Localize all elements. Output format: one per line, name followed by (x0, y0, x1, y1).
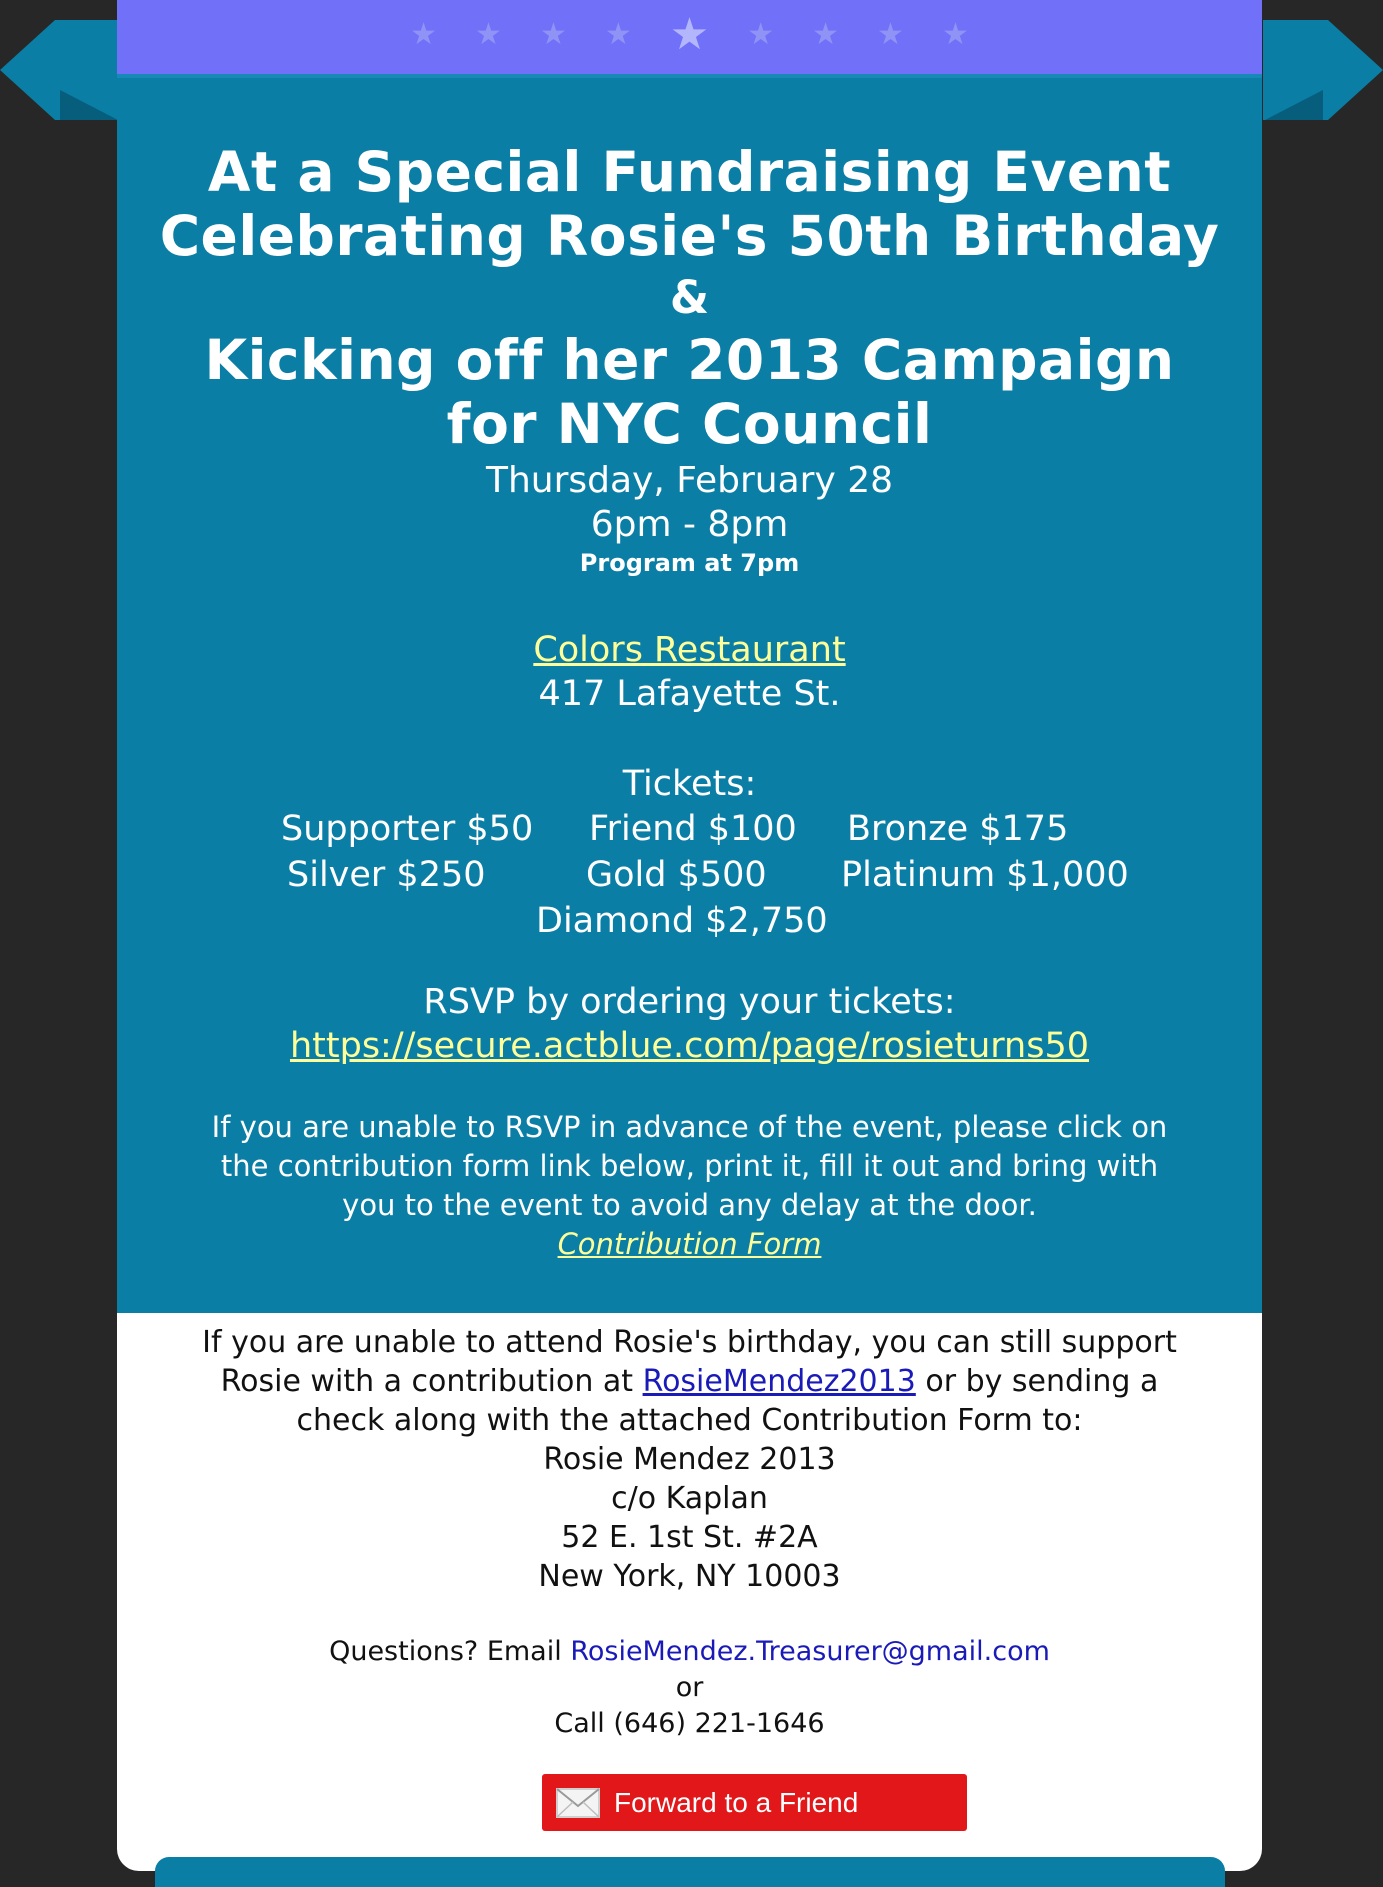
star-banner (117, 0, 1262, 78)
rosiemendez2013-link[interactable]: RosieMendez2013 (642, 1364, 916, 1399)
tier-silver: Silver $250 (287, 855, 486, 895)
tier-bronze: Bronze $175 (847, 809, 1069, 849)
questions-label: Questions? Email (329, 1636, 571, 1667)
ribbon-left-decoration (0, 10, 120, 120)
mailing-address-line-4: New York, NY 10003 (538, 1559, 841, 1594)
support-line-2 (117, 1362, 1262, 1401)
support-text (117, 1313, 1262, 1596)
support-section (117, 1313, 1262, 1871)
mailing-address-line-2: c/o Kaplan (611, 1481, 768, 1516)
call-text: Call (646) 221-1646 (554, 1708, 825, 1739)
envelope-icon (556, 1788, 600, 1818)
title-line-4: for NYC Council (446, 392, 933, 456)
star-icon: ★ (747, 17, 775, 52)
star-icon: ★ (410, 17, 438, 52)
tier-platinum: Platinum $1,000 (841, 855, 1129, 895)
rsvp-note-line-2: the contribution form link below, print it, fill it out and bring with (220, 1149, 1159, 1183)
tier-row-1 (117, 806, 1262, 852)
rsvp-note-line-3: you to the event to avoid any delay at the door. (342, 1188, 1037, 1222)
support-line-3: check along with the attached Contribution Form to: (296, 1403, 1083, 1438)
star-icon: ★ (539, 17, 567, 52)
ribbon-right-decoration (1263, 10, 1383, 120)
questions-line (117, 1634, 1262, 1670)
event-section (117, 78, 1262, 1313)
star-icon: ★ (941, 17, 969, 52)
rsvp-text: RSVP by ordering your tickets: (423, 982, 956, 1022)
title-line-2: Celebrating Rosie's 50th Birthday (159, 204, 1220, 268)
title-ampersand: & (669, 271, 710, 324)
mailing-address-line-3: 52 E. 1st St. #2A (561, 1520, 818, 1555)
support-line-2-post: or by sending a (915, 1364, 1159, 1399)
bottom-bar (155, 1857, 1225, 1887)
contact-block (117, 1634, 1262, 1742)
forward-button-label: Forward to a Friend (614, 1786, 859, 1818)
support-line-2-pre: Rosie with a contribution at (220, 1364, 643, 1399)
venue-link[interactable]: Colors Restaurant (533, 630, 846, 670)
treasurer-email-link[interactable]: RosieMendez.Treasurer@gmail.com (570, 1636, 1050, 1667)
star-icon: ★ (812, 17, 840, 52)
support-line-1: If you are unable to attend Rosie's birthday, you can still support (202, 1325, 1177, 1360)
event-time: 6pm - 8pm (590, 504, 789, 545)
tier-diamond: Diamond $2,750 (536, 901, 828, 941)
star-icon: ★ (877, 17, 904, 52)
title-line-1: At a Special Fundraising Event (207, 140, 1172, 204)
contribution-form-link[interactable]: Contribution Form (557, 1227, 822, 1261)
event-date: Thursday, February 28 (485, 460, 894, 501)
tier-row-3 (117, 898, 1262, 944)
tier-gold: Gold $500 (586, 855, 767, 895)
or-text: or (675, 1672, 704, 1703)
rsvp-link[interactable]: https://secure.actblue.com/page/rosieturns50 (289, 1026, 1090, 1066)
mailing-address-line-1: Rosie Mendez 2013 (543, 1442, 836, 1477)
star-icon: ★ (475, 17, 502, 52)
rsvp-note (117, 1108, 1262, 1225)
tier-supporter: Supporter $50 (281, 809, 534, 849)
forward-to-friend-button[interactable] (542, 1774, 967, 1831)
star-icon: ★ (669, 9, 710, 60)
star-row (410, 9, 969, 60)
rsvp-note-line-1: If you are unable to RSVP in advance of the event, please click on (211, 1110, 1168, 1144)
tier-friend: Friend $100 (589, 809, 797, 849)
email-card (117, 0, 1262, 1871)
event-program: Program at 7pm (579, 549, 800, 577)
venue-address: 417 Lafayette St. (538, 674, 841, 714)
star-icon: ★ (604, 17, 632, 52)
tier-row-2 (117, 852, 1262, 898)
tickets-heading: Tickets: (622, 764, 757, 804)
title-line-3: Kicking off her 2013 Campaign (204, 328, 1175, 392)
